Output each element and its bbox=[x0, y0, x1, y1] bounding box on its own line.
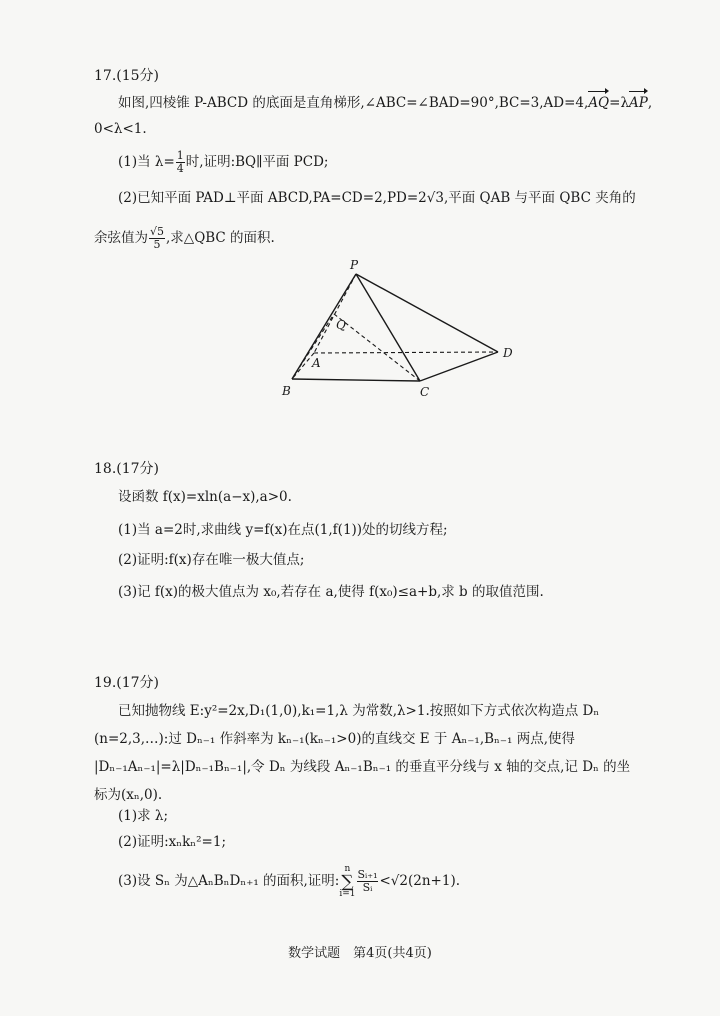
q17-part2-line1: (2)已知平面 PAD⊥平面 ABCD,PA=CD=2,PD=2√3,平面 QAB 与平面 QBC 夹角的 bbox=[118, 190, 636, 206]
edge-bc bbox=[292, 379, 420, 381]
q17-intro-text: 如图,四棱锥 P-ABCD 的底面是直角梯形,∠ABC=∠BAD=90°,BC=3,AD=4, bbox=[118, 95, 589, 111]
q17-part2-den: 5 bbox=[153, 238, 161, 251]
pyramid-figure bbox=[270, 255, 530, 405]
q19-sum-upper: n bbox=[344, 863, 351, 874]
q17-part1-pre: (1)当 λ= bbox=[118, 154, 175, 170]
edge-ad bbox=[314, 352, 498, 353]
q19-part3-post: <√2(2n+1). bbox=[379, 873, 460, 889]
label-d: D bbox=[503, 346, 513, 360]
q19-frac-num: Sᵢ₊₁ bbox=[357, 868, 378, 881]
q19-sum-sigma: ∑ bbox=[341, 871, 354, 892]
label-c: C bbox=[420, 385, 430, 399]
edge-cd bbox=[420, 352, 498, 381]
q17-range: 0<λ<1. bbox=[94, 121, 147, 137]
edge-pb bbox=[292, 274, 356, 379]
q19-header: 19.(17分) bbox=[94, 675, 160, 691]
q19-summation bbox=[339, 865, 355, 899]
q19-line2: (n=2,3,…):过 Dₙ₋₁ 作斜率为 kₙ₋₁(kₙ₋₁>0)的直线交 E 于 Aₙ₋₁,Bₙ₋₁ 两点,使得 bbox=[94, 731, 576, 747]
q18-part1: (1)当 a=2时,求曲线 y=f(x)在点(1,f(1))处的切线方程; bbox=[118, 522, 448, 538]
edge-pc bbox=[356, 274, 420, 381]
q19-part2: (2)证明:xₙkₙ²=1; bbox=[118, 834, 227, 850]
segment-qc bbox=[334, 314, 420, 381]
label-b: B bbox=[282, 384, 291, 398]
q17-part2-pre: 余弦值为 bbox=[94, 230, 148, 246]
q17-part1 bbox=[118, 150, 328, 175]
q19-part3 bbox=[118, 864, 460, 899]
label-p: P bbox=[350, 258, 359, 272]
label-q: Q bbox=[336, 318, 346, 332]
q17-part1-den: 4 bbox=[176, 162, 184, 175]
q19-part1: (1)求 λ; bbox=[118, 808, 169, 824]
q17-intro bbox=[118, 93, 652, 113]
page-footer: 数学试题 第4页(共4页) bbox=[288, 946, 432, 961]
q17-part2-line2 bbox=[94, 226, 275, 251]
q19-line3: |Dₙ₋₁Aₙ₋₁|=λ|Dₙ₋₁Bₙ₋₁|,令 Dₙ 为线段 Aₙ₋₁Bₙ₋₁ 的垂直平分线与 x 轴的交点,记 Dₙ 的坐 bbox=[94, 759, 631, 775]
q17-part1-num: 1 bbox=[176, 149, 184, 162]
q19-line1: 已知抛物线 E:y²=2x,D₁(1,0),k₁=1,λ 为常数,λ>1.按照如下方式依次构造点 Dₙ bbox=[118, 703, 600, 719]
edge-ab bbox=[292, 353, 314, 379]
q17-part2-fraction bbox=[149, 226, 165, 251]
label-a: A bbox=[312, 356, 321, 370]
q17-part2-num: √5 bbox=[150, 225, 165, 238]
q17-header: 17.(15分) bbox=[94, 68, 160, 84]
q19-part3-pre: (3)设 Sₙ 为△AₙBₙDₙ₊₁ 的面积,证明: bbox=[118, 873, 340, 889]
q17-part2-post: ,求△QBC 的面积. bbox=[166, 230, 275, 246]
q17-intro-end: , bbox=[647, 95, 653, 111]
q19-part3-fraction bbox=[357, 869, 379, 894]
q18-part3: (3)记 f(x)的极大值点为 x₀,若存在 a,使得 f(x₀)≤a+b,求 b 的取值范围. bbox=[118, 584, 544, 600]
q18-intro: 设函数 f(x)=xln(a−x),a>0. bbox=[118, 489, 292, 505]
edge-pa bbox=[314, 274, 356, 353]
q17-vector-aq: AQ bbox=[588, 95, 610, 111]
q17-vector-ap: AP bbox=[629, 95, 648, 111]
edge-pd bbox=[356, 274, 498, 352]
q17-part1-post: 时,证明:BQ∥平面 PCD; bbox=[185, 154, 329, 170]
q17-eq-lambda: =λ bbox=[609, 95, 630, 111]
q19-sum-lower: i=1 bbox=[339, 888, 356, 899]
q17-part1-fraction bbox=[176, 150, 185, 175]
q19-line4: 标为(xₙ,0). bbox=[94, 787, 163, 803]
q18-part2: (2)证明:f(x)存在唯一极大值点; bbox=[118, 552, 305, 568]
q18-header: 18.(17分) bbox=[94, 461, 160, 477]
q19-frac-den: Sᵢ bbox=[362, 881, 373, 894]
